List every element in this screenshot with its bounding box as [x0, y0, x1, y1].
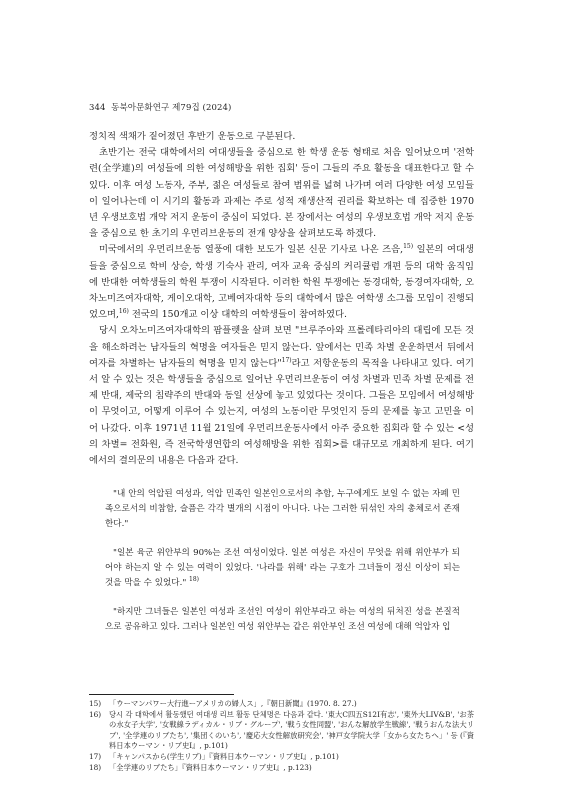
paragraphs: [89, 129, 474, 469]
text-run: 미국에서의 우먼리브운동 열풍에 대한 보도가 일본 신문 기사로 나온 즈음,: [99, 244, 404, 256]
footnote-text: 「ウーマンパワー大行進ーアメリカの婦人ス」,『朝日新聞』(1970. 8. 27.): [109, 699, 357, 708]
text-run: 전국의 150개교 이상 대학의 여학생들이 참여하였다.: [128, 309, 347, 321]
footnotes: [89, 699, 474, 773]
text-run: 라고 저항운동의 목적을 나타내고 있다. 여기서 알 수 있는 것은 학생들을 중심으로 일어난 우먼리브운동이 여성 차별과 민족 차별 문제를 전제 반대, 제국의 침략주의 반대와 동일 선상에 놓고 있었다는 것이다. 그들은 모임에서 여성해방이 무엇이고, 어떻게 이루어 수 있는지, 여성의 노동이란 무엇인지 등의 문제를 놓고 고민을 이어 나갔다. 이후 1971년 11월 21일에 우먼리브운동사에서 아주 중요한 집회라 할 수 있는 <성의 차별= 전화원, 즉 전국학생연합의 여성해방을 위한 집회>를 대규모로 개최하게 된다. 여기에서의 결의문의 내용은 다음과 같다.: [89, 357, 474, 467]
body-text: [89, 129, 474, 635]
footnote-divider: [89, 694, 234, 695]
footnote-ref[interactable]: 15): [403, 243, 414, 251]
text-run: "일본 육군 위안부의 90%는 조선 여성이었다. 일본 여성은 자신이 무엇을 위해 위안부가 되어야 하는지 알 수 있는 여력이 있었다. '나라를 위해' 라는 구호가 그녀들이 정신 이상이 되는 것을 막을 수 있었다.": [105, 548, 460, 589]
footnote-number: 18): [89, 762, 102, 772]
footnote-text: 「キャンパスから(学生リブ)」『資料日本ウーマン・リブ史Ⅰ』, p.101): [109, 751, 339, 761]
footnote: [89, 699, 474, 710]
block-quote: [89, 487, 474, 635]
journal-title: 동북아문화연구 제79집 (2024): [111, 103, 232, 113]
text-run: 초반기는 전국 대학에서의 여대생들을 중심으로 한 학생 운동 형태로 처음 일어났으며 '전학련(全学連)의 여성들에 의한 여성해방을 위한 집회' 등이 그들의 주요 활동을 대표한다고 할 수 있다. 이후 여성 노동자, 주부, 젊은 여성들로 참여 범위를 넓혀 나가며 여러 다양한 여성 모임들이 일어나는데 이 시기의 활동과 과제는 주로 성적 재생산적 권리를 확보하는 데 집중한 1970년 우생보호법 개악 저지 운동이 중심이 되었다. 본 장에서는 여성의 우생보호법 개악 저지 운동을 중심으로 한 초기의 우먼리브운동의 전개 양상을 살펴보도록 하겠다.: [89, 147, 474, 240]
text-run: 정치적 색채가 짙어졌던 후반기 운동으로 구분된다.: [89, 131, 296, 142]
footnote-text: 「全学連のリブたち」『資料日本ウーマン・リブ史Ⅰ』, p.123): [109, 762, 312, 772]
paragraph: [89, 242, 474, 323]
footnote: [89, 752, 474, 763]
text-run: "하지만 그녀들은 일본인 여성과 조선인 여성이 위안부라고 하는 여성의 뒤처진 성을 본질적으로 공유하고 있다. 그러나 일본인 여성 위안부는 같은 위안부인 조선 여성에 대해 억압자 입: [105, 607, 460, 633]
footnote: [89, 710, 474, 752]
quote-paragraph: [105, 605, 460, 635]
paragraph: [89, 129, 474, 145]
text-run: "내 안의 억압된 여성과, 억압 민족인 일본인으로서의 추함, 누구에게도 보일 수 없는 자폐 민족으로서의 비참함, 슬픔은 각각 별개의 시점이 아니다. 나는 그러한 뒤섞인 자의 총체로서 존재한다.": [105, 489, 460, 530]
quote-paragraph: [105, 487, 460, 532]
paragraph: [89, 145, 474, 242]
footnote-number: 15): [89, 699, 102, 708]
page-number: 344: [89, 103, 106, 113]
footnote-number: 16): [89, 709, 102, 719]
running-header: [89, 101, 231, 113]
footnote-ref[interactable]: 18): [189, 576, 200, 584]
footnote-ref[interactable]: 16): [118, 308, 129, 316]
text-run: 당시 오차노미즈여자대학의 팜플렛을 살펴 보면 "브루주아와 프롤레타리아의 대립에 모든 것을 해소하려는 남자들의 혁명을 여자들은 믿지 않는다. 앞에서는 민족 차별 운운하면서 뒤에서 여자를 차별하는 남자들의 혁명을 믿지 않는다": [89, 325, 474, 369]
paragraph: [89, 323, 474, 469]
quote-paragraph: [105, 546, 460, 591]
text-run: 일본의 여대생들을 중심으로 학비 상승, 학생 기숙사 관리, 여자 교육 중심의 커리큘럼 개편 등의 대학 움직임에 반대한 여학생들의 학원 투쟁이 시작된다. 이러한 학원 투쟁에는 동경대학, 동경여자대학, 오차노미즈여자대학, 게이오대학, 고베여자대학 등의 대학에서 많은 여학생 소그룹 모임이 진행되었으며,: [89, 244, 474, 321]
footnote: [89, 763, 474, 774]
footnote-ref[interactable]: 17): [281, 356, 292, 364]
footnote-text: 당시 각 대학에서 활동했던 여대생 리브 활동 단체명은 다음과 같다. '東大C四五S12I有志', '東外大LIV&B', 'お茶の水女子大学', '女戦線ラディカル・リブ・グループ', '戦う女性同盟', 'おんな解放学生戦線', '戦うおんな法大リブ', '全学連のリブたち', '集団くのいち', '慶応大女性解放研究会', '神戸女学院大学「女から女たちへ」' 등 (『資料日本ウーマン・リブ史Ⅰ』, p.101): [109, 709, 474, 751]
footnote-number: 17): [89, 751, 102, 761]
